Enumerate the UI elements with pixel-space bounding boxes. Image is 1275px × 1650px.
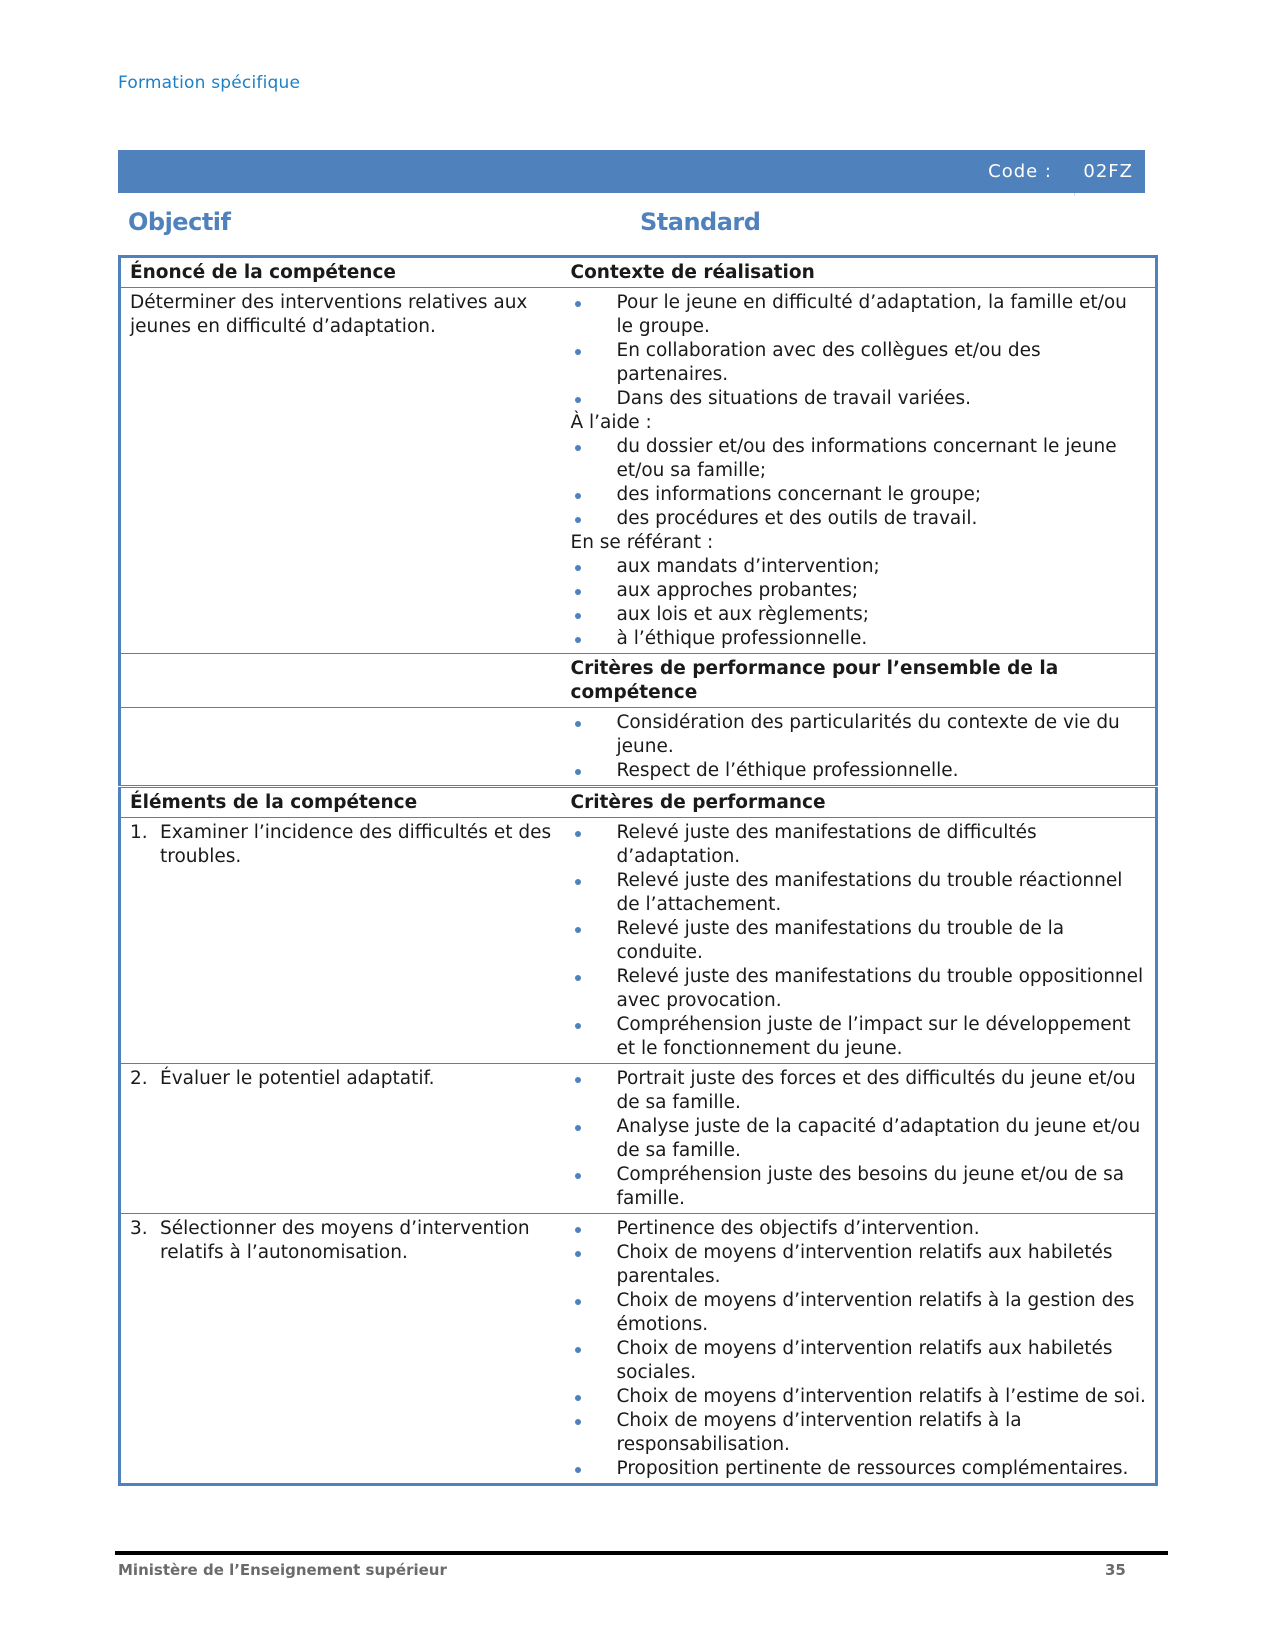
contexte-intro-referant: En se référant : — [570, 532, 714, 553]
list-item: Relevé juste des manifestations du trouble de la conduite. — [571, 917, 1148, 965]
competence-table — [118, 255, 1158, 1486]
contexte-intro-aide: À l’aide : — [570, 412, 652, 433]
list-item: Choix de moyens d’intervention relatifs aux habiletés parentales. — [571, 1241, 1148, 1289]
footer-ministry: Ministère de l’Enseignement supérieur — [118, 1561, 447, 1579]
list-item: du dossier et/ou des informations concernant le jeune et/ou sa famille; — [571, 435, 1148, 483]
table-row — [120, 654, 1157, 708]
elements-header-row — [120, 787, 1157, 818]
table-header-row — [120, 257, 1157, 288]
criteres-ensemble-cell — [562, 708, 1157, 787]
list-item: Analyse juste de la capacité d’adaptation du jeune et/ou de sa famille. — [571, 1115, 1148, 1163]
elements-header: Éléments de la compétence — [120, 787, 562, 818]
list-item: Relevé juste des manifestations du trouble réactionnel de l’attachement. — [571, 869, 1148, 917]
section-title: Formation spécifique — [118, 73, 301, 93]
list-item: En collaboration avec des collègues et/ou des partenaires. — [571, 339, 1148, 387]
contexte-list-2 — [571, 435, 1148, 531]
list-item: Compréhension juste des besoins du jeune et/ou de sa famille. — [571, 1163, 1148, 1211]
list-item: Choix de moyens d’intervention relatifs à la gestion des émotions. — [571, 1289, 1148, 1337]
code-divider — [1074, 193, 1075, 196]
list-item: Pertinence des objectifs d’intervention. — [571, 1217, 1148, 1241]
footer-divider — [115, 1551, 1168, 1555]
code-value: 02FZ — [1083, 161, 1133, 182]
enonce-header: Énoncé de la compétence — [120, 257, 562, 288]
list-item: aux approches probantes; — [571, 579, 1148, 603]
contexte-list-3 — [571, 555, 1148, 651]
list-item: à l’éthique professionnelle. — [571, 627, 1148, 651]
list-item: Respect de l’éthique professionnelle. — [571, 759, 1148, 783]
list-item: Choix de moyens d’intervention relatifs à la responsabilisation. — [571, 1409, 1148, 1457]
table-row — [120, 708, 1157, 787]
objective-heading: Objectif — [128, 208, 231, 236]
list-item: des informations concernant le groupe; — [571, 483, 1148, 507]
element-3: 3. Sélectionner des moyens d’intervention relatifs à l’autonomisation. — [130, 1218, 530, 1263]
list-item: Considération des particularités du contexte de vie du jeune. — [571, 711, 1148, 759]
table-row — [120, 1214, 1157, 1485]
criteres-ensemble-header: Critères de performance pour l’ensemble de la compétence — [562, 654, 1157, 708]
list-item: aux mandats d’intervention; — [571, 555, 1148, 579]
list-item: Relevé juste des manifestations du trouble oppositionnel avec provocation. — [571, 965, 1148, 1013]
list-item: Relevé juste des manifestations de difficultés d’adaptation. — [571, 821, 1148, 869]
element-1: 1. Examiner l’incidence des difficultés et des troubles. — [130, 822, 552, 867]
list-item: Proposition pertinente de ressources complémentaires. — [571, 1457, 1148, 1481]
list-item: Compréhension juste de l’impact sur le développement et le fonctionnement du jeune. — [571, 1013, 1148, 1061]
table-row — [120, 288, 1157, 654]
enonce-text: Déterminer des interventions relatives aux jeunes en difficulté d’adaptation. — [120, 288, 562, 654]
list-item: Dans des situations de travail variées. — [571, 387, 1148, 411]
table-row — [120, 1064, 1157, 1214]
criteres-header: Critères de performance — [562, 787, 1157, 818]
code-label: Code : — [988, 161, 1052, 182]
standard-heading: Standard — [640, 208, 761, 236]
list-item: aux lois et aux règlements; — [571, 603, 1148, 627]
element-2: 2. Évaluer le potentiel adaptatif. — [130, 1068, 435, 1089]
table-row — [120, 818, 1157, 1064]
list-item: des procédures et des outils de travail. — [571, 507, 1148, 531]
list-item: Choix de moyens d’intervention relatifs à l’estime de soi. — [571, 1385, 1148, 1409]
contexte-header: Contexte de réalisation — [562, 257, 1157, 288]
contexte-cell — [562, 288, 1157, 654]
contexte-list-1 — [571, 291, 1148, 411]
page-number: 35 — [1105, 1561, 1126, 1579]
list-item: Pour le jeune en difficulté d’adaptation, la famille et/ou le groupe. — [571, 291, 1148, 339]
code-bar — [118, 150, 1145, 193]
list-item: Choix de moyens d’intervention relatifs aux habiletés sociales. — [571, 1337, 1148, 1385]
list-item: Portrait juste des forces et des difficultés du jeune et/ou de sa famille. — [571, 1067, 1148, 1115]
